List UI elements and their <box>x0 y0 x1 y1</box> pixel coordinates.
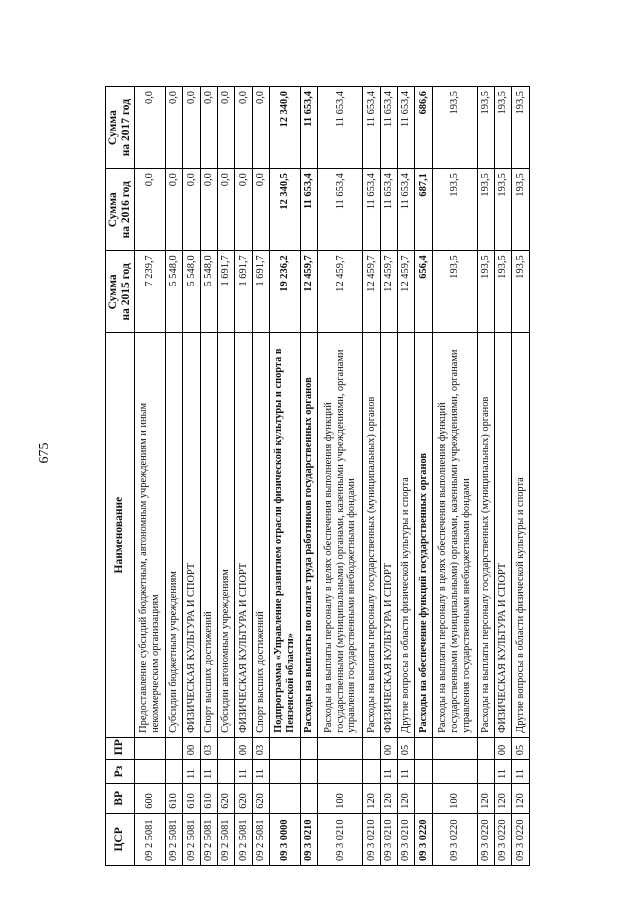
cell-vr: 120 <box>398 783 415 813</box>
header-sum-2017-line2: на 2017 год <box>119 98 132 157</box>
cell-rz <box>165 760 182 784</box>
cell-rz <box>432 760 477 784</box>
cell-csr: 09 3 0210 <box>363 813 380 865</box>
cell-rz: 11 <box>380 760 397 784</box>
cell-csr: 09 3 0220 <box>477 813 494 865</box>
cell-sum-2017: 0,0 <box>217 87 234 169</box>
cell-sum-2016: 0,0 <box>165 169 182 251</box>
cell-pr <box>477 737 494 759</box>
cell-sum-2015: 193,5 <box>477 251 494 333</box>
cell-pr: 00 <box>495 737 512 759</box>
cell-name: Расходы на выплаты персоналу государственных (муниципальных) органов <box>363 333 380 737</box>
cell-sum-2015: 12 459,7 <box>380 251 397 333</box>
table-row <box>495 87 512 866</box>
table-row <box>183 87 200 866</box>
cell-sum-2016: 687,1 <box>415 169 432 251</box>
cell-sum-2017: 11 653,4 <box>363 87 380 169</box>
cell-rz: 11 <box>200 760 217 784</box>
cell-pr <box>301 737 318 759</box>
cell-name: ФИЗИЧЕСКАЯ КУЛЬТУРА И СПОРТ <box>235 333 252 737</box>
cell-pr <box>318 737 363 759</box>
table-row <box>398 87 415 866</box>
cell-csr: 09 3 0210 <box>398 813 415 865</box>
cell-vr: 120 <box>363 783 380 813</box>
cell-vr: 120 <box>495 783 512 813</box>
cell-sum-2015: 5 548,0 <box>165 251 182 333</box>
cell-name: Расходы на выплаты персоналу в целях обеспечения выполнения функций государственными (муниципальными) органами, казенными учреждениями, органами управления государственными внебюджетными фондами <box>432 333 477 737</box>
cell-sum-2016: 11 653,4 <box>380 169 397 251</box>
cell-sum-2017: 0,0 <box>183 87 200 169</box>
cell-sum-2016: 0,0 <box>200 169 217 251</box>
cell-sum-2015: 1 691,7 <box>217 251 234 333</box>
cell-name: Подпрограмма «Управление развитием отрасли физической культуры и спорта в Пензенской области» <box>269 333 300 737</box>
cell-rz <box>134 760 165 784</box>
cell-csr: 09 2 5081 <box>235 813 252 865</box>
header-pr: ПР <box>106 737 135 759</box>
header-row <box>106 87 135 866</box>
rotated-table-area <box>105 86 530 866</box>
table-row <box>165 87 182 866</box>
cell-vr: 100 <box>432 783 477 813</box>
cell-sum-2016: 0,0 <box>252 169 269 251</box>
cell-sum-2017: 193,5 <box>432 87 477 169</box>
cell-rz <box>477 760 494 784</box>
cell-sum-2015: 5 548,0 <box>200 251 217 333</box>
cell-sum-2016: 11 653,4 <box>301 169 318 251</box>
cell-sum-2015: 1 691,7 <box>252 251 269 333</box>
cell-sum-2015: 193,5 <box>495 251 512 333</box>
cell-sum-2016: 193,5 <box>495 169 512 251</box>
cell-name: Другие вопросы в области физической культуры и спорта <box>512 333 530 737</box>
table-row <box>363 87 380 866</box>
cell-sum-2017: 11 653,4 <box>318 87 363 169</box>
cell-sum-2015: 12 459,7 <box>318 251 363 333</box>
cell-rz: 11 <box>512 760 530 784</box>
table-body <box>134 87 529 866</box>
cell-sum-2016: 193,5 <box>512 169 530 251</box>
cell-sum-2017: 193,5 <box>512 87 530 169</box>
cell-vr: 100 <box>318 783 363 813</box>
cell-sum-2016: 193,5 <box>477 169 494 251</box>
cell-rz: 11 <box>398 760 415 784</box>
table-row <box>269 87 300 866</box>
cell-sum-2016: 11 653,4 <box>363 169 380 251</box>
cell-sum-2015: 656,4 <box>415 251 432 333</box>
cell-sum-2015: 5 548,0 <box>183 251 200 333</box>
cell-name: Спорт высших достижений <box>200 333 217 737</box>
table-row <box>235 87 252 866</box>
cell-name: Расходы на выплаты по оплате труда работников государственных органов <box>301 333 318 737</box>
cell-name: Субсидии бюджетным учреждениям <box>165 333 182 737</box>
cell-csr: 09 2 5081 <box>134 813 165 865</box>
cell-rz <box>269 760 300 784</box>
cell-vr: 610 <box>200 783 217 813</box>
cell-sum-2015: 12 459,7 <box>301 251 318 333</box>
header-sum-2016-line1: Сумма <box>107 192 119 228</box>
cell-csr: 09 3 0220 <box>512 813 530 865</box>
cell-name: ФИЗИЧЕСКАЯ КУЛЬТУРА И СПОРТ <box>183 333 200 737</box>
cell-rz: 11 <box>235 760 252 784</box>
cell-sum-2016: 12 340,5 <box>269 169 300 251</box>
table-row <box>380 87 397 866</box>
header-sum-2015-line2: на 2015 год <box>119 263 132 321</box>
cell-csr: 09 3 0210 <box>301 813 318 865</box>
header-name: Наименование <box>106 333 135 737</box>
cell-sum-2017: 0,0 <box>134 87 165 169</box>
header-rz: Рз <box>106 760 135 784</box>
cell-pr <box>134 737 165 759</box>
cell-rz <box>217 760 234 784</box>
cell-sum-2017: 0,0 <box>235 87 252 169</box>
cell-sum-2015: 12 459,7 <box>398 251 415 333</box>
cell-name: Спорт высших достижений <box>252 333 269 737</box>
cell-rz: 11 <box>495 760 512 784</box>
cell-pr: 03 <box>252 737 269 759</box>
cell-sum-2015: 1 691,7 <box>235 251 252 333</box>
cell-pr: 05 <box>512 737 530 759</box>
header-sum-2017-line1: Сумма <box>107 110 119 146</box>
table-row <box>415 87 432 866</box>
cell-name: Субсидии автономным учреждениям <box>217 333 234 737</box>
cell-pr <box>415 737 432 759</box>
cell-csr: 09 2 5081 <box>165 813 182 865</box>
table-row <box>301 87 318 866</box>
cell-sum-2016: 11 653,4 <box>318 169 363 251</box>
cell-csr: 09 2 5081 <box>217 813 234 865</box>
table-row <box>217 87 234 866</box>
header-csr: ЦСР <box>106 813 135 865</box>
cell-pr <box>363 737 380 759</box>
cell-vr <box>301 783 318 813</box>
cell-vr: 620 <box>252 783 269 813</box>
cell-sum-2016: 0,0 <box>134 169 165 251</box>
cell-sum-2017: 11 653,4 <box>380 87 397 169</box>
cell-sum-2015: 7 239,7 <box>134 251 165 333</box>
cell-sum-2016: 0,0 <box>183 169 200 251</box>
cell-sum-2017: 0,0 <box>200 87 217 169</box>
table-row <box>200 87 217 866</box>
cell-rz <box>301 760 318 784</box>
table-wrapper <box>105 86 530 866</box>
cell-pr: 03 <box>200 737 217 759</box>
header-sum-2015-line1: Сумма <box>107 274 119 310</box>
cell-name: Расходы на выплаты персоналу государственных (муниципальных) органов <box>477 333 494 737</box>
cell-sum-2017: 0,0 <box>165 87 182 169</box>
cell-name: Расходы на выплаты персоналу в целях обеспечения выполнения функций государственными (муниципальными) органами, казенными учреждениями, органами управления государственными внебюджетными фондами <box>318 333 363 737</box>
cell-sum-2015: 19 236,2 <box>269 251 300 333</box>
cell-sum-2017: 0,0 <box>252 87 269 169</box>
cell-csr: 09 3 0220 <box>432 813 477 865</box>
header-vr: ВР <box>106 783 135 813</box>
cell-vr: 120 <box>477 783 494 813</box>
cell-vr: 620 <box>217 783 234 813</box>
cell-sum-2017: 686,6 <box>415 87 432 169</box>
cell-csr: 09 3 0220 <box>495 813 512 865</box>
cell-pr: 05 <box>398 737 415 759</box>
cell-pr <box>432 737 477 759</box>
cell-sum-2016: 193,5 <box>432 169 477 251</box>
cell-csr: 09 3 0210 <box>318 813 363 865</box>
table-row <box>432 87 477 866</box>
cell-pr: 00 <box>235 737 252 759</box>
cell-name: Расходы на обеспечение функций государственных органов <box>415 333 432 737</box>
cell-vr: 600 <box>134 783 165 813</box>
cell-sum-2017: 193,5 <box>495 87 512 169</box>
table-row <box>134 87 165 866</box>
cell-sum-2016: 0,0 <box>217 169 234 251</box>
budget-table <box>105 86 530 866</box>
cell-rz <box>415 760 432 784</box>
cell-sum-2017: 11 653,4 <box>301 87 318 169</box>
cell-sum-2015: 193,5 <box>512 251 530 333</box>
cell-rz <box>363 760 380 784</box>
cell-vr: 620 <box>235 783 252 813</box>
cell-vr <box>269 783 300 813</box>
cell-name: Другие вопросы в области физической культуры и спорта <box>398 333 415 737</box>
cell-sum-2016: 0,0 <box>235 169 252 251</box>
header-sum-2017 <box>106 87 135 169</box>
cell-pr <box>269 737 300 759</box>
cell-csr: 09 3 0210 <box>380 813 397 865</box>
cell-sum-2017: 11 653,4 <box>398 87 415 169</box>
cell-csr: 09 3 0220 <box>415 813 432 865</box>
cell-pr: 00 <box>380 737 397 759</box>
cell-rz: 11 <box>183 760 200 784</box>
page-number: 675 <box>37 442 52 464</box>
cell-rz: 11 <box>252 760 269 784</box>
cell-name: ФИЗИЧЕСКАЯ КУЛЬТУРА И СПОРТ <box>495 333 512 737</box>
table-row <box>512 87 530 866</box>
cell-csr: 09 2 5081 <box>252 813 269 865</box>
cell-sum-2016: 11 653,4 <box>398 169 415 251</box>
cell-name: Предоставление субсидий бюджетным, автономным учреждениям и иным некоммерческим организациям <box>134 333 165 737</box>
cell-rz <box>318 760 363 784</box>
cell-sum-2017: 12 340,0 <box>269 87 300 169</box>
cell-vr: 610 <box>183 783 200 813</box>
cell-pr <box>165 737 182 759</box>
cell-sum-2017: 193,5 <box>477 87 494 169</box>
table-row <box>318 87 363 866</box>
cell-csr: 09 2 5081 <box>200 813 217 865</box>
cell-name: ФИЗИЧЕСКАЯ КУЛЬТУРА И СПОРТ <box>380 333 397 737</box>
table-row <box>477 87 494 866</box>
cell-vr: 120 <box>380 783 397 813</box>
cell-pr <box>217 737 234 759</box>
cell-vr: 120 <box>512 783 530 813</box>
table-row <box>252 87 269 866</box>
cell-pr: 00 <box>183 737 200 759</box>
header-sum-2016 <box>106 169 135 251</box>
cell-csr: 09 3 0000 <box>269 813 300 865</box>
header-sum-2015 <box>106 251 135 333</box>
cell-csr: 09 2 5081 <box>183 813 200 865</box>
header-sum-2016-line2: на 2016 год <box>119 181 132 239</box>
cell-sum-2015: 12 459,7 <box>363 251 380 333</box>
cell-sum-2015: 193,5 <box>432 251 477 333</box>
cell-vr <box>415 783 432 813</box>
cell-vr: 610 <box>165 783 182 813</box>
